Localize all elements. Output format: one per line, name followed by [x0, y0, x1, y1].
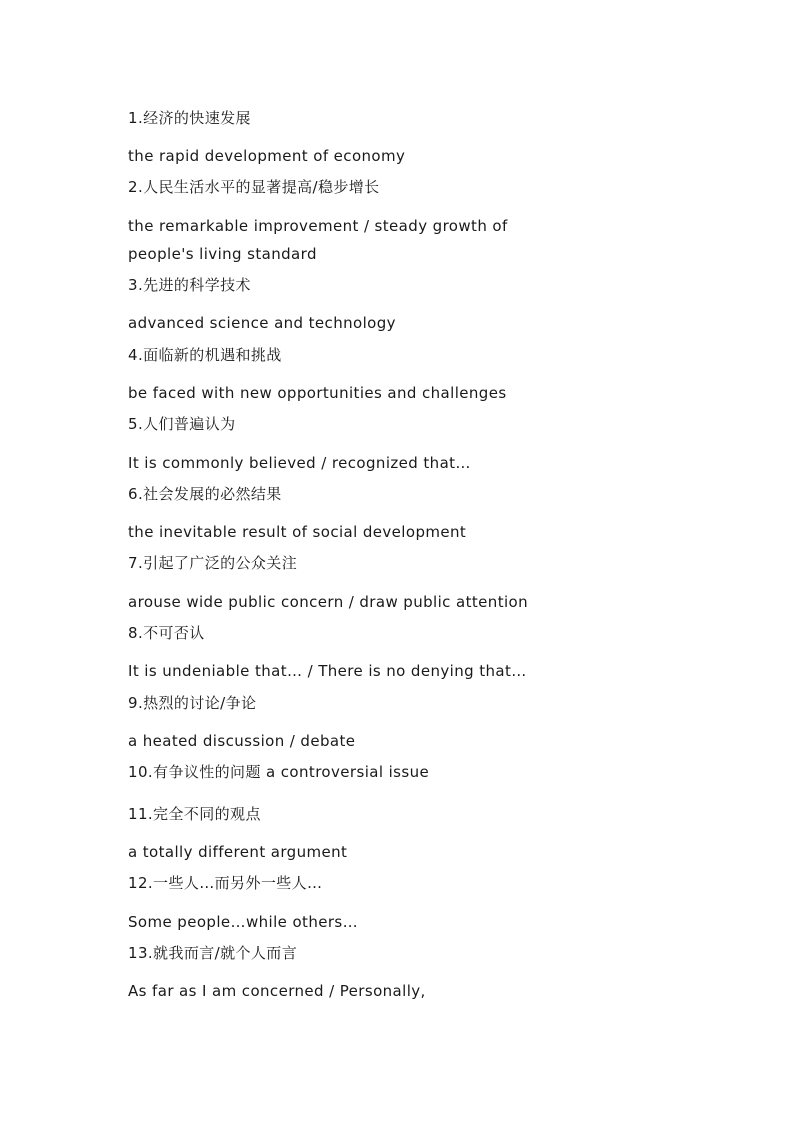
entry-7-english: arouse wide public concern / draw public attention	[128, 593, 529, 611]
entry-7-heading: 7.引起了广泛的公众关注	[128, 554, 298, 572]
entry-13-heading: 13.就我而言/就个人而言	[128, 944, 298, 962]
entry-4-heading: 4.面临新的机遇和挑战	[128, 346, 282, 364]
entry-3-heading: 3.先进的科学技术	[128, 276, 251, 294]
entry-10-heading: 10.有争议性的问题 a controversial issue	[128, 763, 430, 781]
entry-8-english: It is undeniable that… / There is no denying that…	[128, 662, 527, 680]
entry-2-english-line-2: people's living standard	[128, 245, 317, 263]
entry-4-english: be faced with new opportunities and challenges	[128, 384, 507, 402]
entry-11-english: a totally different argument	[128, 843, 348, 861]
entry-11-heading: 11.完全不同的观点	[128, 805, 261, 823]
entry-1-english: the rapid development of economy	[128, 147, 406, 165]
entry-5-english: It is commonly believed / recognized that…	[128, 454, 471, 472]
entry-12-heading: 12.一些人…而另外一些人…	[128, 874, 323, 892]
entry-8-heading: 8.不可否认	[128, 624, 205, 642]
entry-12-english: Some people…while others…	[128, 913, 359, 931]
entry-6-heading: 6.社会发展的必然结果	[128, 485, 282, 503]
entry-1-heading: 1.经济的快速发展	[128, 109, 251, 127]
entry-2-english-line-1: the remarkable improvement / steady growth of	[128, 217, 508, 235]
entry-9-heading: 9.热烈的讨论/争论	[128, 694, 257, 712]
entry-13-english: As far as I am concerned / Personally,	[128, 982, 426, 1000]
entry-5-heading: 5.人们普遍认为	[128, 415, 236, 433]
entry-6-english: the inevitable result of social development	[128, 523, 467, 541]
entry-9-english: a heated discussion / debate	[128, 732, 356, 750]
entry-3-english: advanced science and technology	[128, 314, 396, 332]
entry-2-heading: 2.人民生活水平的显著提高/稳步增长	[128, 178, 380, 196]
